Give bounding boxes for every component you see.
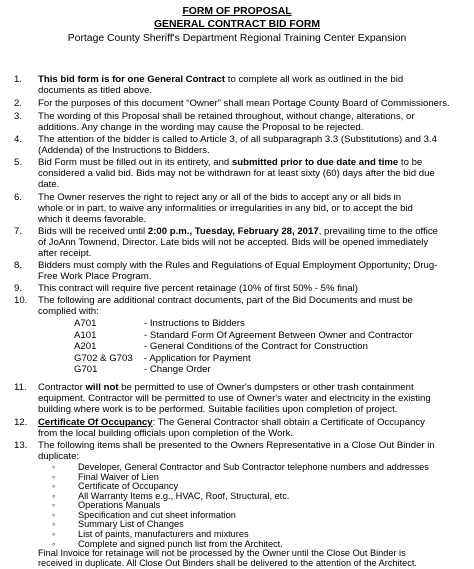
clause-number: 9. (14, 283, 23, 294)
clause-text: of JoAnn Townend, Director. Late bids will not be accepted. Bids will be opened immediately (38, 237, 429, 249)
bullet-icon: ◦ (52, 500, 56, 511)
clause-text: The Owner reserves the right to reject any or all of the bids to accept any or all bids in (38, 192, 402, 203)
clause-text: which it deems favorable. (38, 214, 147, 226)
clause-text: to be (398, 157, 423, 168)
clause-text: Bid Form must be filled out in its entirety, and (38, 157, 232, 168)
clause-text: equipment. Contractor will be permitted to use of Owner's water and electricity in the existing (38, 393, 431, 405)
clause-number: 10. (14, 295, 28, 306)
clause-text: additions. Any change in the wording may cause the Proposal to be rejected. (38, 122, 364, 134)
clause-text: date. (38, 179, 60, 191)
document-description: - Instructions to Bidders (144, 318, 245, 329)
clause-text-bold: 2:00 p.m., Tuesday, February 28, 2017 (147, 226, 319, 237)
document-description: - Application for Payment (144, 353, 251, 364)
clause-number: 11. (14, 382, 27, 393)
closeout-text: Final Waiver of Lien (78, 471, 159, 482)
bullet-icon: ◦ (52, 538, 56, 549)
clause-number: 5. (14, 157, 23, 168)
form-title: FORM OF PROPOSAL (182, 6, 292, 17)
bullet-icon: ◦ (52, 509, 56, 520)
document-code: A201 (74, 341, 97, 352)
clause-text: after receipt. (38, 248, 92, 260)
clause-text-bold: This bid form is for one General Contract (38, 74, 226, 85)
clause-text: Bids will be received until (38, 226, 148, 237)
closeout-text: Certificate of Occupancy (78, 481, 179, 492)
clause-text: The following items shall be presented to the Owners Representative in a Close Out Binder in (38, 440, 435, 451)
bullet-icon: ◦ (52, 481, 56, 492)
clause-number: 3. (14, 111, 23, 122)
clause-text: building where work is to be performed. Suitable facilities upon completion of project. (38, 404, 398, 416)
document-code: G701 (74, 364, 98, 375)
clause-number: 13. (14, 440, 28, 451)
footer-text: received in duplicate. All Close Out Binders shall be delivered to the attention of the Architect. (38, 558, 417, 569)
clause-text: be permitted to use of Owner's dumpsters or other trash containment (118, 382, 414, 393)
footer-text: Final Invoice for retainage will not be processed by the Owner until the Close Out Binder is (38, 548, 406, 559)
bullet-icon: ◦ (52, 471, 56, 482)
clause-text: , prevailing time to the office (318, 226, 438, 237)
document-code: A101 (74, 330, 97, 341)
closeout-text: All Warranty Items e.g., HVAC, Roof, Structural, etc. (78, 490, 290, 501)
clause-number: 7. (14, 226, 23, 237)
closeout-text: Operations Manuals (78, 500, 161, 511)
clause-number: 8. (14, 260, 23, 271)
clause-number: 12. (14, 417, 28, 428)
clause-text: The attention of the bidder is called to Article 3, of all subparagraph 3.3 (Substitutions) and 3.4 (38, 134, 437, 145)
closeout-text: Specification and cut sheet information (78, 509, 236, 520)
clause-text: The wording of this Proposal shall be retained throughout, without change, alterations, or (38, 111, 415, 122)
closeout-text: Developer, General Contractor and Sub Contractor telephone numbers and addresses (78, 462, 429, 472)
clause-text: The following are additional contract documents, part of the Bid Documents and must be (38, 295, 413, 306)
clause-text: to complete all work as outlined in the bid (225, 74, 404, 85)
clause-text: This contract will require five percent retainage (10% of first 50% - 5% final) (38, 283, 358, 294)
clause-text: Bidders must comply with the Rules and Regulations of Equal Employment Opportunity; Drug- (38, 260, 438, 271)
clause-text: For the purposes of this document “Owner” shall mean Portage County Board of Commissioners. (38, 98, 450, 109)
bullet-icon: ◦ (52, 519, 56, 530)
clause-number: 2. (14, 98, 23, 109)
document-code: G702 & G703 (74, 353, 133, 364)
clause-text: Contractor (38, 382, 86, 393)
clause-text: documents as titled above. (38, 85, 153, 97)
clause-text: considered a valid bid. Bids may not be withdrawn for at least sixty (60) days after the bid due (38, 168, 435, 180)
bullet-icon: ◦ (52, 462, 56, 472)
document-description: - Change Order (144, 364, 211, 375)
bullet-icon: ◦ (52, 490, 56, 501)
clause-number: 1. (14, 74, 23, 85)
clause-text: Free Work Place Program. (38, 271, 152, 283)
clause-number: 6. (14, 192, 23, 203)
clause-text: (Addenda) of the Instructions to Bidders. (38, 145, 210, 157)
document-description: - Standard Form Of Agreement Between Owner and Contractor (144, 330, 413, 341)
document-description: - General Conditions of the Contract for Construction (144, 341, 368, 352)
clause-text: complied with: (38, 306, 99, 318)
project-name: Portage County Sheriff's Department Regional Training Center Expansion (67, 33, 407, 44)
clause-text-bold: submitted prior to due date and time (231, 157, 399, 168)
clause-text: duplicate: (38, 451, 80, 463)
clause-number: 4. (14, 134, 23, 145)
clause-text-bold-underlined: Certificate Of Occupancy (38, 417, 153, 428)
document-code: A701 (74, 318, 97, 329)
closeout-text: List of paints, manufacturers and mixtures (78, 529, 249, 540)
clause-text: from the local building officials upon completion of the Work. (38, 428, 294, 440)
bullet-icon: ◦ (52, 529, 56, 540)
clause-text-bold: will not (85, 382, 119, 393)
clause-text: whole or in part, to waive any informalities or irregularities in any bid, or to accept the bid (38, 203, 413, 215)
closeout-text: Complete and signed punch list from the Architect. (78, 538, 283, 549)
closeout-text: Summary List of Changes (78, 519, 184, 530)
form-subtitle: GENERAL CONTRACT BID FORM (153, 19, 321, 30)
clause-text: : The General Contractor shall obtain a Certificate of Occupancy (152, 417, 425, 428)
